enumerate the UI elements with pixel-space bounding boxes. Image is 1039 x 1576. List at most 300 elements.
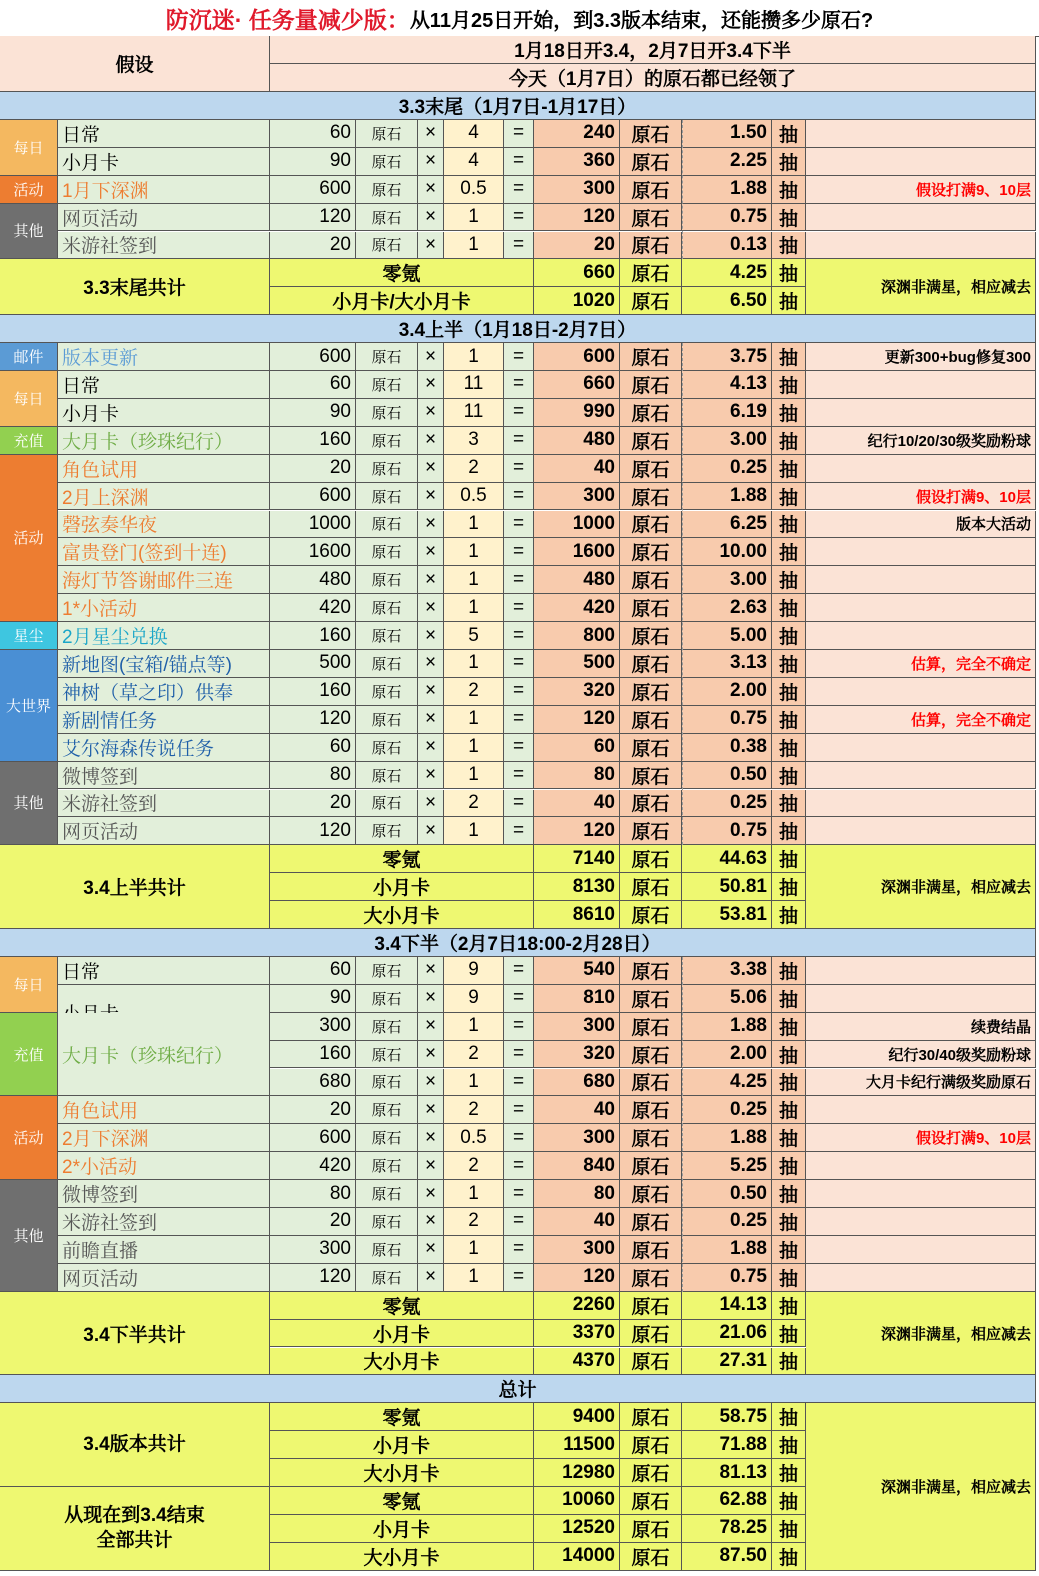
quantity: 3 [444,427,504,455]
unit-value: 1600 [270,538,356,566]
unit-value: 60 [270,957,356,985]
pull-count: 5.06 [682,985,772,1013]
equals-sign: = [504,148,534,176]
sheet-title [0,0,1039,37]
quantity: 2 [444,1041,504,1069]
total-unit: 原石 [620,1264,682,1292]
times-sign: × [418,706,444,734]
pull-unit: 抽 [772,566,806,594]
equals-sign: = [504,1124,534,1152]
quantity: 0.5 [444,483,504,511]
unit-label: 原石 [356,399,418,427]
equals-sign: = [504,399,534,427]
total-unit: 原石 [620,622,682,650]
times-sign: × [418,594,444,622]
grand-tier: 零氪 [270,1487,534,1515]
row-note: 纪行10/20/30级奖励粉球 [806,427,1036,455]
summary-total-unit: 原石 [620,259,682,287]
group-label: 充值 [0,1013,58,1097]
pull-count: 3.75 [682,343,772,371]
pull-count: 0.25 [682,455,772,483]
unit-label: 原石 [356,985,418,1013]
quantity: 2 [444,1152,504,1180]
total-value: 120 [534,1264,620,1292]
summary-total-unit: 原石 [620,287,682,315]
row-note [806,148,1036,176]
times-sign: × [418,1096,444,1124]
equals-sign: = [504,427,534,455]
equals-sign: = [504,790,534,818]
pull-unit: 抽 [772,1208,806,1236]
summary-total: 660 [534,259,620,287]
pull-unit: 抽 [772,343,806,371]
dashed-divider [682,957,683,1292]
pull-unit: 抽 [772,427,806,455]
equals-sign: = [504,1069,534,1097]
quantity: 0.5 [444,176,504,204]
row-note: 估算，完全不确定 [806,650,1036,678]
row-note: 假设打满9、10层 [806,1124,1036,1152]
total-value: 40 [534,1208,620,1236]
total-value: 120 [534,817,620,845]
unit-value: 90 [270,148,356,176]
grand-pull-unit: 抽 [772,1515,806,1543]
equals-sign: = [504,817,534,845]
unit-label: 原石 [356,706,418,734]
grand-total: 11500 [534,1431,620,1459]
unit-value: 600 [270,483,356,511]
pull-count: 2.63 [682,594,772,622]
quantity: 2 [444,455,504,483]
summary-total-unit: 原石 [620,873,682,901]
summary-total: 8610 [534,901,620,929]
quantity: 1 [444,232,504,260]
equals-sign: = [504,706,534,734]
total-unit: 原石 [620,1180,682,1208]
quantity: 1 [444,1069,504,1097]
item-name: 神树（草之印）供奉 [58,678,270,706]
times-sign: × [418,1041,444,1069]
summary-total-unit: 原石 [620,1292,682,1320]
row-note [806,594,1036,622]
total-unit: 原石 [620,650,682,678]
summary-pulls: 53.81 [682,901,772,929]
equals-sign: = [504,1236,534,1264]
pull-count: 4.25 [682,1069,772,1097]
total-unit: 原石 [620,790,682,818]
row-note [806,120,1036,148]
row-note [806,957,1036,985]
total-value: 300 [534,176,620,204]
grand-total-unit: 原石 [620,1459,682,1487]
item-name: 新剧情任务 [58,706,270,734]
quantity: 1 [444,594,504,622]
grand-pulls: 87.50 [682,1543,772,1571]
summary-total: 8130 [534,873,620,901]
pull-unit: 抽 [772,957,806,985]
total-unit: 原石 [620,483,682,511]
quantity: 5 [444,622,504,650]
unit-label: 原石 [356,1264,418,1292]
unit-label: 原石 [356,817,418,845]
pull-count: 1.88 [682,176,772,204]
grand-pull-unit: 抽 [772,1487,806,1515]
pull-count: 0.25 [682,790,772,818]
pull-unit: 抽 [772,594,806,622]
section-header: 3.4上半（1月18日-2月7日） [0,315,1036,343]
unit-value: 60 [270,120,356,148]
pull-count: 1.88 [682,1013,772,1041]
quantity: 0.5 [444,1124,504,1152]
grand-total: 12980 [534,1459,620,1487]
pull-unit: 抽 [772,1096,806,1124]
summary-pulls: 14.13 [682,1292,772,1320]
summary-tier: 零氪 [270,259,534,287]
pull-count: 0.50 [682,762,772,790]
total-unit: 原石 [620,232,682,260]
pull-count: 3.13 [682,650,772,678]
pull-count: 0.13 [682,232,772,260]
pull-count: 0.25 [682,1208,772,1236]
unit-value: 90 [270,399,356,427]
unit-label: 原石 [356,1124,418,1152]
row-note [806,232,1036,260]
summary-tier: 零氪 [270,1292,534,1320]
grand-pull-unit: 抽 [772,1431,806,1459]
total-unit: 原石 [620,985,682,1013]
pull-unit: 抽 [772,120,806,148]
times-sign: × [418,1069,444,1097]
pull-unit: 抽 [772,483,806,511]
unit-label: 原石 [356,148,418,176]
quantity: 1 [444,538,504,566]
row-note [806,622,1036,650]
group-label: 活动 [0,1096,58,1180]
row-note: 大月卡纪行满级奖励原石 [806,1069,1036,1097]
quantity: 4 [444,148,504,176]
quantity: 1 [444,1236,504,1264]
unit-value: 60 [270,734,356,762]
pull-unit: 抽 [772,678,806,706]
grand-total-header: 总计 [0,1375,1036,1403]
summary-total: 3370 [534,1320,620,1348]
item-name: 小月卡 [58,148,270,176]
grand-total-unit: 原石 [620,1431,682,1459]
group-label: 其他 [0,762,58,846]
equals-sign: = [504,1208,534,1236]
row-note [806,566,1036,594]
equals-sign: = [504,483,534,511]
total-unit: 原石 [620,817,682,845]
total-value: 40 [534,790,620,818]
summary-tier: 小月卡 [270,1320,534,1348]
unit-value: 120 [270,1264,356,1292]
quantity: 9 [444,957,504,985]
total-unit: 原石 [620,1236,682,1264]
unit-label: 原石 [356,483,418,511]
assumption-line-1: 1月18日开3.4，2月7日开3.4下半 [270,36,1036,64]
pull-unit: 抽 [772,1069,806,1097]
summary-pulls: 6.50 [682,287,772,315]
grand-block-label: 3.4版本共计 [0,1403,270,1487]
pull-count: 0.25 [682,1096,772,1124]
dashed-divider [682,343,683,845]
quantity: 4 [444,120,504,148]
equals-sign: = [504,1013,534,1041]
quantity: 1 [444,817,504,845]
pull-unit: 抽 [772,817,806,845]
summary-tier: 小月卡 [270,873,534,901]
equals-sign: = [504,762,534,790]
group-label: 充值 [0,427,58,455]
total-unit: 原石 [620,1208,682,1236]
equals-sign: = [504,957,534,985]
grand-tier: 零氪 [270,1403,534,1431]
unit-value: 120 [270,204,356,232]
grand-total-unit: 原石 [620,1543,682,1571]
total-unit: 原石 [620,148,682,176]
times-sign: × [418,455,444,483]
summary-total: 4370 [534,1348,620,1376]
pull-unit: 抽 [772,455,806,483]
row-note [806,817,1036,845]
unit-label: 原石 [356,511,418,539]
times-sign: × [418,399,444,427]
quantity: 1 [444,566,504,594]
equals-sign: = [504,650,534,678]
total-value: 600 [534,343,620,371]
grand-pulls: 62.88 [682,1487,772,1515]
total-unit: 原石 [620,1041,682,1069]
quantity: 1 [444,204,504,232]
unit-value: 20 [270,455,356,483]
row-note [806,762,1036,790]
pull-unit: 抽 [772,1236,806,1264]
group-label: 邮件 [0,343,58,371]
equals-sign: = [504,176,534,204]
unit-value: 160 [270,622,356,650]
times-sign: × [418,985,444,1013]
total-value: 60 [534,734,620,762]
total-value: 80 [534,762,620,790]
unit-label: 原石 [356,371,418,399]
item-name: 2月上深渊 [58,483,270,511]
unit-value: 500 [270,650,356,678]
item-name: 日常 [58,120,270,148]
pull-count: 3.38 [682,957,772,985]
item-name: 网页活动 [58,204,270,232]
grand-total-unit: 原石 [620,1515,682,1543]
row-note [806,1180,1036,1208]
unit-label: 原石 [356,455,418,483]
total-value: 320 [534,1041,620,1069]
item-name: 网页活动 [58,817,270,845]
unit-value: 90 [270,985,356,1013]
total-value: 20 [534,232,620,260]
total-value: 300 [534,1013,620,1041]
summary-total-unit: 原石 [620,1348,682,1376]
unit-value: 600 [270,343,356,371]
grand-note: 深渊非满星，相应减去 [806,1403,1036,1570]
assumption-label: 假设 [0,36,270,92]
total-value: 300 [534,1236,620,1264]
pull-count: 0.38 [682,734,772,762]
summary-total-unit: 原石 [620,845,682,873]
group-label: 活动 [0,455,58,622]
equals-sign: = [504,566,534,594]
summary-pull-unit: 抽 [772,1320,806,1348]
unit-value: 20 [270,790,356,818]
grand-total: 10060 [534,1487,620,1515]
summary-note: 深渊非满星，相应减去 [806,1292,1036,1376]
unit-label: 原石 [356,622,418,650]
times-sign: × [418,762,444,790]
item-name: 富贵登门(签到十连) [58,538,270,566]
unit-label: 原石 [356,1180,418,1208]
unit-value: 300 [270,1013,356,1041]
unit-label: 原石 [356,1041,418,1069]
equals-sign: = [504,343,534,371]
item-name: 2月下深渊 [58,1124,270,1152]
item-name: 米游社签到 [58,232,270,260]
pull-unit: 抽 [772,1264,806,1292]
summary-tier: 大小月卡 [270,1348,534,1376]
item-name: 1*小活动 [58,594,270,622]
times-sign: × [418,232,444,260]
unit-value: 480 [270,566,356,594]
unit-label: 原石 [356,232,418,260]
group-label: 每日 [0,120,58,176]
equals-sign: = [504,538,534,566]
total-unit: 原石 [620,957,682,985]
total-value: 240 [534,120,620,148]
pull-count: 1.50 [682,120,772,148]
summary-note: 深渊非满星，相应减去 [806,845,1036,929]
times-sign: × [418,790,444,818]
times-sign: × [418,204,444,232]
row-note: 假设打满9、10层 [806,176,1036,204]
equals-sign: = [504,204,534,232]
unit-value: 1000 [270,511,356,539]
item-name: 角色试用 [58,1096,270,1124]
total-unit: 原石 [620,706,682,734]
grand-tier: 小月卡 [270,1515,534,1543]
grand-pull-unit: 抽 [772,1459,806,1487]
unit-label: 原石 [356,1013,418,1041]
pull-count: 2.25 [682,148,772,176]
total-unit: 原石 [620,511,682,539]
total-value: 660 [534,371,620,399]
total-value: 680 [534,1069,620,1097]
item-name: 2*小活动 [58,1152,270,1180]
times-sign: × [418,511,444,539]
total-value: 1000 [534,511,620,539]
total-value: 1600 [534,538,620,566]
total-unit: 原石 [620,566,682,594]
equals-sign: = [504,1264,534,1292]
total-value: 320 [534,678,620,706]
pull-count: 5.25 [682,1152,772,1180]
quantity: 2 [444,678,504,706]
unit-label: 原石 [356,427,418,455]
quantity: 2 [444,1208,504,1236]
summary-pull-unit: 抽 [772,1348,806,1376]
row-note [806,204,1036,232]
pull-unit: 抽 [772,650,806,678]
row-note [806,371,1036,399]
item-name: 米游社签到 [58,1208,270,1236]
row-note [806,734,1036,762]
unit-label: 原石 [356,957,418,985]
item-name: 1月下深渊 [58,176,270,204]
total-unit: 原石 [620,594,682,622]
title-subtitle: 从11月25日开始，到3.3版本结束，还能攒多少原石? [409,9,874,32]
grand-total-unit: 原石 [620,1487,682,1515]
quantity: 1 [444,1180,504,1208]
pull-unit: 抽 [772,538,806,566]
row-note: 纪行30/40级奖励粉球 [806,1041,1036,1069]
total-unit: 原石 [620,427,682,455]
unit-value: 600 [270,176,356,204]
item-name: 小月卡 [58,399,270,427]
total-unit: 原石 [620,371,682,399]
summary-tier: 小月卡/大小月卡 [270,287,534,315]
item-name: 米游社签到 [58,790,270,818]
summary-pulls: 27.31 [682,1348,772,1376]
pull-count: 10.00 [682,538,772,566]
item-name: 日常 [58,371,270,399]
times-sign: × [418,1236,444,1264]
grand-pulls: 58.75 [682,1403,772,1431]
quantity: 1 [444,650,504,678]
times-sign: × [418,371,444,399]
quantity: 1 [444,511,504,539]
summary-pull-unit: 抽 [772,901,806,929]
quantity: 2 [444,1096,504,1124]
total-unit: 原石 [620,204,682,232]
pull-unit: 抽 [772,985,806,1013]
equals-sign: = [504,985,534,1013]
equals-sign: = [504,1180,534,1208]
total-unit: 原石 [620,120,682,148]
total-unit: 原石 [620,538,682,566]
total-value: 40 [534,1096,620,1124]
unit-label: 原石 [356,650,418,678]
pull-count: 5.00 [682,622,772,650]
section-header: 3.3末尾（1月7日-1月17日） [0,92,1036,120]
item-name: 2月星尘兑换 [58,622,270,650]
times-sign: × [418,650,444,678]
summary-total: 1020 [534,287,620,315]
total-value: 360 [534,148,620,176]
row-note [806,790,1036,818]
unit-label: 原石 [356,594,418,622]
unit-value: 420 [270,594,356,622]
pull-count: 3.00 [682,566,772,594]
total-value: 800 [534,622,620,650]
pull-unit: 抽 [772,1013,806,1041]
pull-unit: 抽 [772,762,806,790]
item-name: 网页活动 [58,1264,270,1292]
equals-sign: = [504,678,534,706]
unit-label: 原石 [356,1236,418,1264]
pull-unit: 抽 [772,1152,806,1180]
grand-total: 14000 [534,1543,620,1571]
times-sign: × [418,1152,444,1180]
times-sign: × [418,538,444,566]
pull-unit: 抽 [772,511,806,539]
pull-unit: 抽 [772,790,806,818]
